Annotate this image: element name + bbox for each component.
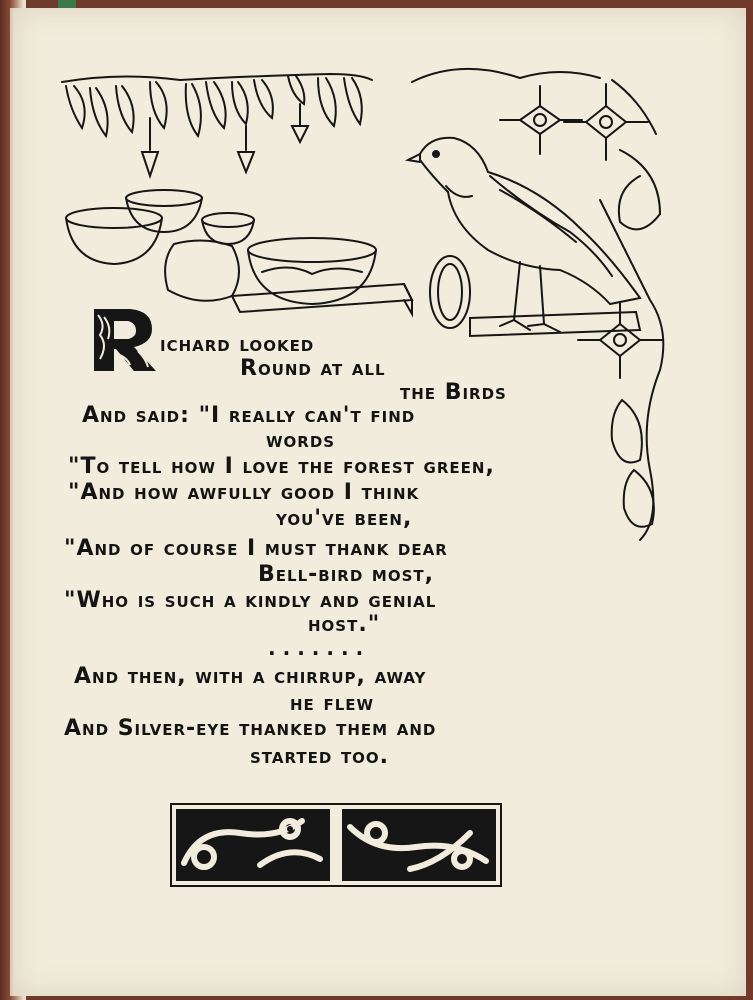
drop-cap-r-icon [90, 305, 158, 375]
poem-line-7: "And how awfully good I think [68, 480, 420, 505]
poem-line-12: host." [308, 612, 381, 637]
poem-line-5: words [266, 428, 336, 453]
poem-line-8: you've been, [276, 506, 413, 531]
poem-line-3: the Birds [400, 380, 507, 405]
poem-line-15: And Silver-eye thanked them and [64, 716, 437, 741]
poem-line-2: Round at all [240, 356, 386, 381]
poem-line-10: Bell-bird most, [258, 562, 435, 587]
poem-line-14: he flew [290, 691, 375, 716]
poem-line-6: "To tell how I love the forest green, [68, 454, 495, 479]
poem-line-13: And then, with a chirrup, away [74, 664, 427, 689]
separator-dots: ....... [268, 636, 371, 660]
poem-line-1: ichard looked [160, 332, 315, 357]
poem-line-16: started too. [250, 744, 390, 769]
poem-line-9: "And of course I must thank dear [64, 536, 448, 561]
poem-line-11: "Who is such a kindly and genial [64, 588, 437, 613]
maori-kowhaiwhai-ornament-icon [170, 803, 502, 887]
poem-line-4: And said: "I really can't find [82, 403, 416, 428]
